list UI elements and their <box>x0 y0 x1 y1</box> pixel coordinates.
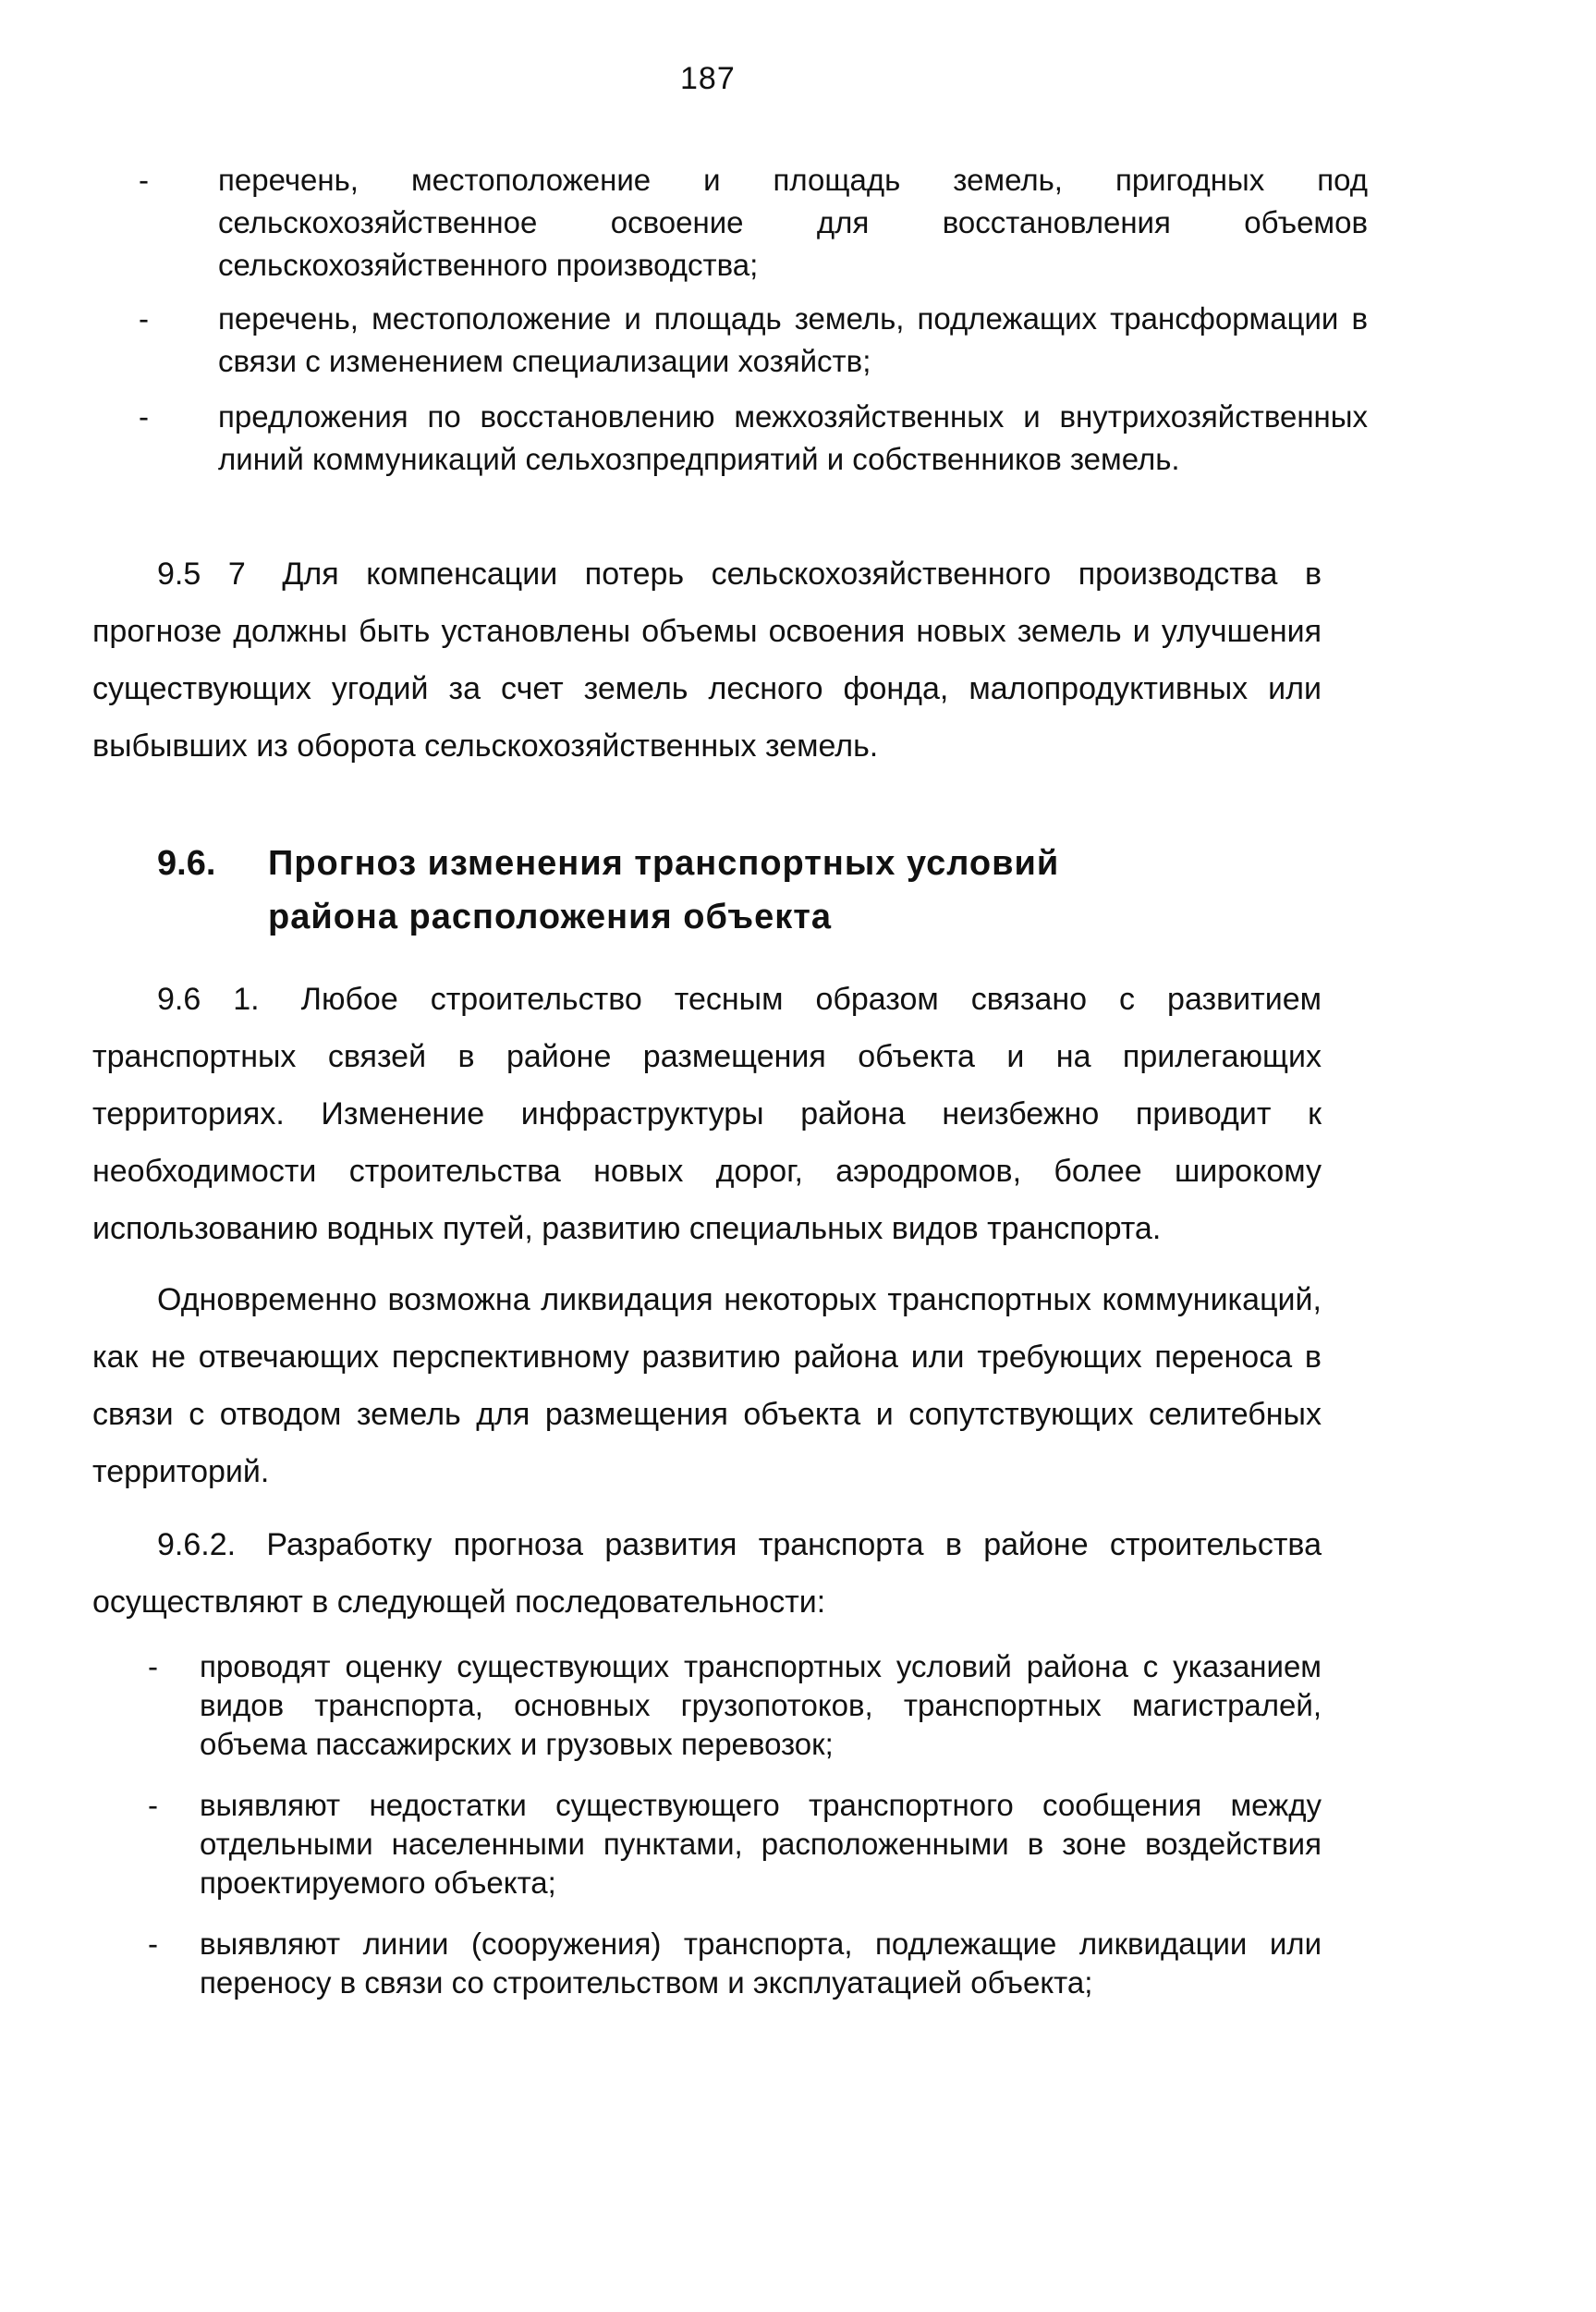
bullet-dash: - <box>139 399 149 434</box>
bullet-dash: - <box>148 1649 158 1683</box>
section-title-line2: района расположения объекта <box>268 898 833 936</box>
list-item-text: выявляют недостатки существующего транспортного сообщения между отдельными населенными пунктами, расположенными в зоне воздействия проектируемого объекта; <box>200 1788 1322 1900</box>
paragraph-9-6-2 <box>92 1516 1322 1631</box>
list-item <box>139 159 1368 287</box>
section-title-line1: Прогноз изменения транспортных условий <box>268 844 1060 883</box>
bullet-dash: - <box>148 1927 158 1961</box>
bullet-dash: - <box>139 163 149 197</box>
paragraph-text: Любое строительство тесным образом связано с развитием транспортных связей в районе размещения объекта и на прилегающих территориях. Изменение инфраструктуры района неизбежно приводит к необходимости строительства новых дорог, аэродромов, более широкому использованию водных путей, развитию специальных видов транспорта. <box>92 982 1322 1246</box>
list-item-text: проводят оценку существующих транспортных условий района с указанием видов транспорта, основных грузопотоков, транспортных магистралей, объема пассажирских и грузовых перевозок; <box>200 1649 1322 1761</box>
clause-number: 9.6 1. <box>157 982 260 1017</box>
list-item <box>148 1925 1322 2002</box>
clause-number: 9.6.2. <box>157 1527 237 1562</box>
section-number: 9.6. <box>157 844 216 883</box>
page-number: 187 <box>680 61 736 96</box>
list-item <box>148 1786 1322 1902</box>
list-item <box>139 396 1368 481</box>
paragraph-text: Разработку прогноза развития транспорта в районе строительства осуществляют в следующей последовательности: <box>92 1527 1322 1620</box>
paragraph-simultaneous: Одновременно возможна ликвидация некоторых транспортных коммуникаций, как не отвечающих перспективному развитию района или требующих переноса в связи с отводом земель для размещения объекта и сопутствующих селитебных территорий. <box>92 1282 1322 1489</box>
list-item <box>139 298 1368 383</box>
section-heading <box>157 837 1266 944</box>
clause-number: 9.5 7 <box>157 557 246 592</box>
list-item-text: перечень, местоположение и площадь земель, подлежащих трансформации в связи с изменением специализации хозяйств; <box>218 301 1368 378</box>
list-item-text: предложения по восстановлению межхозяйственных и внутрихозяйственных линий коммуникаций сельхозпредприятий и собственников земель. <box>218 399 1368 476</box>
list-item <box>148 1647 1322 1764</box>
list-item-text: перечень, местоположение и площадь земель, пригодных под сельскохозяйственное освоение для восстановления объемов сельскохозяйственного производства; <box>218 163 1368 282</box>
bullet-dash: - <box>148 1788 158 1822</box>
paragraph-9-6-1 <box>92 971 1322 1257</box>
list-item-text: выявляют линии (сооружения) транспорта, подлежащие ликвидации или переносу в связи со строительством и эксплуатацией объекта; <box>200 1927 1322 2000</box>
paragraph-text: Для компенсации потерь сельскохозяйственного производства в прогнозе должны быть установлены объемы освоения новых земель и улучшения существующих угодий за счет земель лесного фонда, малопродуктивных или выбывших из оборота сельскохозяйственных земель. <box>92 557 1322 764</box>
paragraph-9-5-7 <box>92 545 1322 775</box>
bullet-dash: - <box>139 301 149 336</box>
